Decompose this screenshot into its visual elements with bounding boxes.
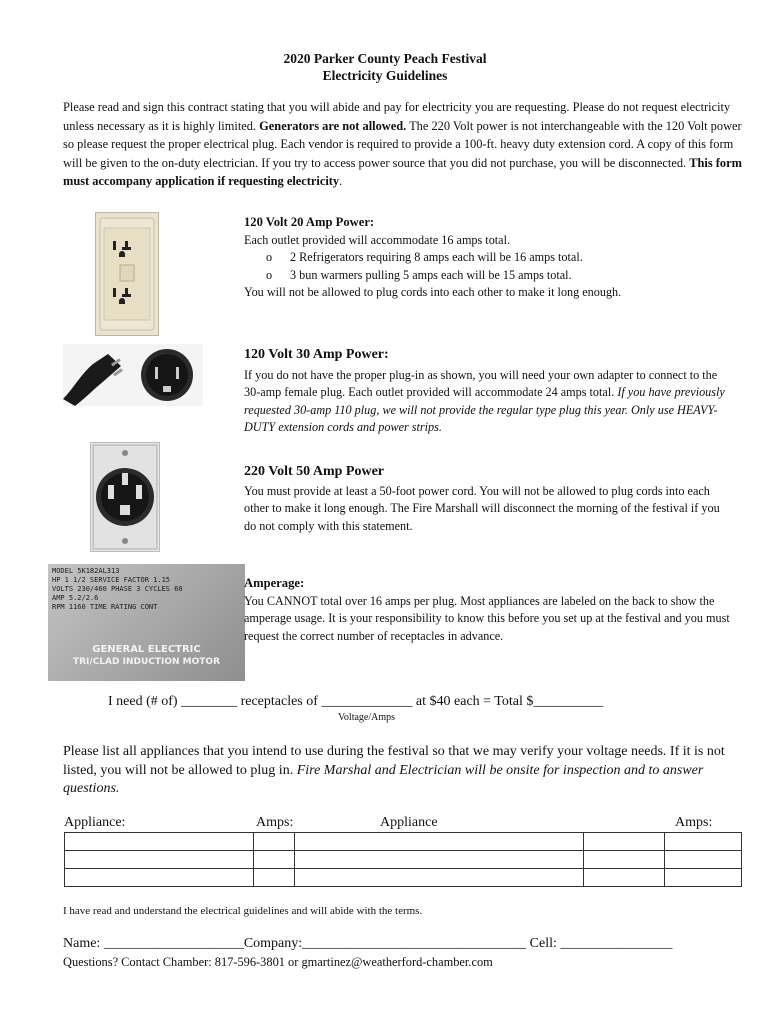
header-amps-2: Amps: xyxy=(675,815,713,830)
intro-text-2: The 220 Volt power is not interchangeable with the 120 Volt power so please request the proper electrical plug. Each vendor is required to provide a 100-ft. heavy duty extension cord. A copy of this form will be given to the on-duty electrician. If you try to access power source that you did not purchase, you will be disconnected. xyxy=(63,118,742,170)
table-row xyxy=(65,851,742,869)
nameplate-line: VOLTS 230/460 PHASE 3 CYCLES 60 xyxy=(52,585,183,593)
section-amperage xyxy=(244,575,744,645)
appliance-cell[interactable] xyxy=(65,851,254,869)
appliance-instructions-italic: Fire Marshal and Electrician will be onsite for inspection and to answer questions. xyxy=(63,762,704,796)
plug-30amp-image xyxy=(63,344,203,406)
section-amperage-text: You CANNOT total over 16 amps per plug. Most appliances are labeled on the back to show the amperage usage. It is your responsibility to know this before you set up at the festival and you must request the correct number of receptacles in advance. xyxy=(244,593,730,643)
receptacle-50amp-image xyxy=(90,442,160,552)
gfci-outlet-icon xyxy=(96,213,158,335)
list-item: o 2 Refrigerators requiring 8 amps each will be 16 amps total. xyxy=(266,249,744,267)
amps-cell[interactable] xyxy=(665,833,742,851)
nameplate-specs xyxy=(52,567,183,612)
signature-line[interactable]: Name: ____________________Company:________________________________ Cell: ________________ xyxy=(63,936,673,951)
title-line-1: 2020 Parker County Peach Festival xyxy=(283,51,487,66)
appliance-cell[interactable] xyxy=(295,869,584,887)
appliance-cell[interactable] xyxy=(65,833,254,851)
table-row xyxy=(65,833,742,851)
intro-bold-generators: Generators are not allowed. xyxy=(259,118,407,133)
amps-cell[interactable] xyxy=(584,851,665,869)
intro-paragraph xyxy=(63,98,743,191)
nameplate-line: AMP 5.2/2.6 xyxy=(52,594,99,602)
nameplate-line: HP 1 1/2 SERVICE FACTOR 1.15 xyxy=(52,576,171,584)
document-title xyxy=(0,50,770,84)
nameplate-brand-line: GENERAL ELECTRIC xyxy=(92,644,201,655)
nameplate-line: RPM 1160 TIME RATING CONT xyxy=(52,603,158,611)
section-120v-20a-list xyxy=(244,249,744,284)
receptacle-50amp-icon xyxy=(91,443,159,551)
appliance-cell[interactable] xyxy=(295,833,584,851)
outlet-20amp-image xyxy=(95,212,159,336)
section-120v-30a-body: If you do not have the proper plug-in as shown, you will need your own adapter to connect to the 30-amp female plug. Each outlet provided will accommodate 24 amps total. xyxy=(244,367,718,399)
amps-cell[interactable] xyxy=(254,833,295,851)
header-amps-1: Amps: xyxy=(256,815,294,830)
nameplate-line: MODEL 5K182AL313 xyxy=(52,567,120,575)
appliance-cell[interactable] xyxy=(295,851,584,869)
section-120v-20a-line2: You will not be allowed to plug cords into each other to make it long enough. xyxy=(244,285,622,299)
voltage-amps-label: Voltage/Amps xyxy=(338,712,396,723)
section-120v-30a xyxy=(244,346,734,437)
plug-and-receptacle-icon xyxy=(63,344,203,406)
section-120v-30a-text xyxy=(244,367,734,437)
intro-text-1: Please read and sign this contract stating that you will abide and pay for electricity you are requesting. Please do not request electricity unless necessary as it is highly limited. xyxy=(63,100,731,133)
title-line-2: Electricity Guidelines xyxy=(322,68,448,83)
appliance-instructions-text: Please list all appliances that you intend to use during the festival so that we may verify your voltage needs. If it is not listed, you will not be allowed to plug in. xyxy=(63,744,725,778)
amps-cell[interactable] xyxy=(665,869,742,887)
intro-bold-form: This form must accompany application if requesting electricity xyxy=(63,155,742,189)
list-item: o 3 bun warmers pulling 5 amps each will be 15 amps total. xyxy=(266,267,744,285)
amps-cell[interactable] xyxy=(584,869,665,887)
contact-info: Questions? Contact Chamber: 817-596-3801 or gmartinez@weatherford-chamber.com xyxy=(63,955,493,969)
appliance-cell[interactable] xyxy=(65,869,254,887)
intro-end: . xyxy=(339,174,343,189)
amps-cell[interactable] xyxy=(254,851,295,869)
section-120v-20a xyxy=(244,214,744,302)
receptacle-request-line[interactable]: I need (# of) ________ receptacles of _____________ at $40 each = Total $__________ xyxy=(108,694,604,709)
table-row xyxy=(65,869,742,887)
header-appliance-2: Appliance xyxy=(380,815,438,830)
section-220v-50a-heading: 220 Volt 50 Amp Power xyxy=(244,464,384,479)
nameplate-brand xyxy=(52,644,241,668)
section-120v-20a-line1: Each outlet provided will accommodate 16 amps total. xyxy=(244,232,511,247)
section-120v-30a-italic: If you have previously requested 30-amp 110 plug, we will not provide the regular type plug this year. Only use HEAVY-DUTY extension cords and power strips. xyxy=(244,385,725,434)
header-appliance-1: Appliance: xyxy=(64,815,126,830)
section-220v-50a-text: You must provide at least a 50-foot power cord. You will not be allowed to plug cords into each other to make it long enough. The Fire Marshall will disconnect the morning of the festival if you do not comply with this statement. xyxy=(244,483,720,533)
section-amperage-heading: Amperage: xyxy=(244,576,305,590)
motor-nameplate-image xyxy=(48,564,245,681)
amps-cell[interactable] xyxy=(254,869,295,887)
nameplate-brand-line: TRI/CLAD INDUCTION MOTOR xyxy=(72,657,220,667)
section-220v-50a xyxy=(244,463,734,535)
section-120v-30a-heading: 120 Volt 30 Amp Power: xyxy=(244,347,389,362)
amps-cell[interactable] xyxy=(584,833,665,851)
amps-cell[interactable] xyxy=(665,851,742,869)
section-120v-20a-heading: 120 Volt 20 Amp Power: xyxy=(244,215,375,229)
agreement-statement: I have read and understand the electrical guidelines and will abide with the terms. xyxy=(63,905,423,917)
appliance-instructions xyxy=(63,743,749,799)
appliance-table xyxy=(64,832,742,887)
